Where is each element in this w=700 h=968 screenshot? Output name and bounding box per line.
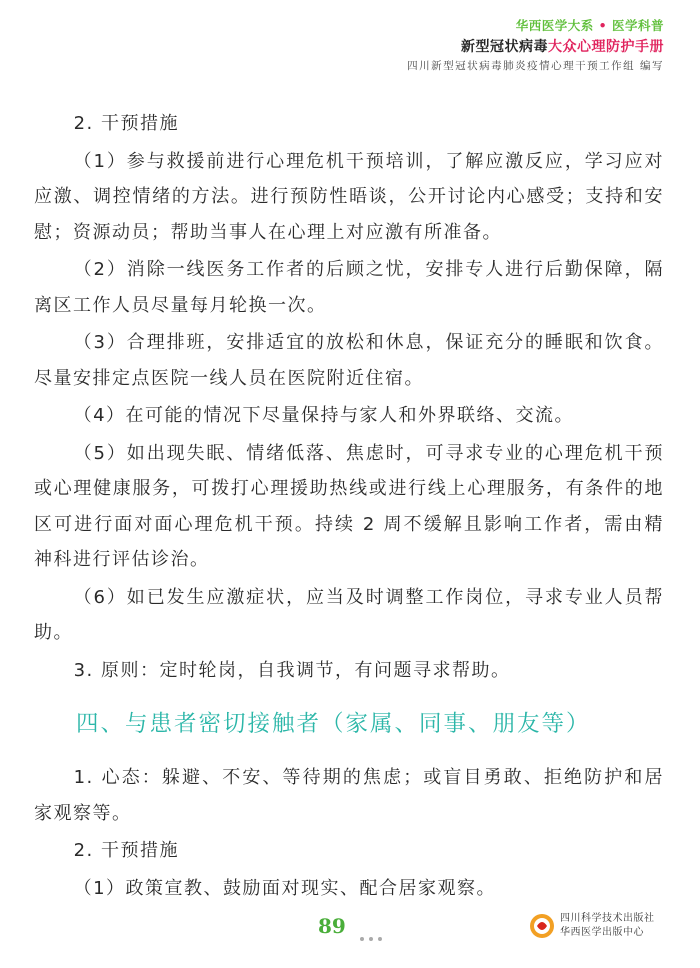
paragraph: （6）如已发生应激症状，应当及时调整工作岗位，寻求专业人员帮助。: [34, 586, 664, 643]
page-dots: [360, 926, 387, 945]
dot-icon: [378, 937, 382, 941]
series-separator: •: [598, 18, 608, 33]
editor-credit: 四川新型冠状病毒肺炎疫情心理干预工作组 编写: [407, 60, 664, 72]
paragraph: 3. 原则：定时轮岗，自我调节，有问题寻求帮助。: [73, 659, 511, 681]
book-title-part2: 大众心理防护手册: [548, 39, 664, 55]
publisher-logo-icon: [528, 912, 556, 940]
paragraph: （1）参与救援前进行心理危机干预培训，了解应激反应，学习应对应激、调控情绪的方法。进行预防性晤谈，公开讨论内心感受；支持和安慰；资源动员；帮助当事人在心理上对应激有所准备。: [34, 150, 664, 243]
page-content: [34, 106, 664, 908]
paragraph: （3）合理排班，安排适宜的放松和休息，保证充分的睡眠和饮食。尽量安排定点医院一线人员在医院附近住宿。: [34, 332, 664, 389]
paragraph: （1）政策宣教、鼓励面对现实、配合居家观察。: [73, 877, 497, 899]
dot-icon: [360, 937, 364, 941]
book-title: [461, 36, 664, 56]
paragraph: （4）在可能的情况下尽量保持与家人和外界联络、交流。: [73, 405, 575, 426]
paragraph: 2. 干预措施: [73, 113, 179, 134]
dot-icon: [369, 937, 373, 941]
page-footer: [0, 900, 700, 960]
series-category: 医学科普: [611, 18, 664, 33]
paragraph: 2. 干预措施: [73, 840, 179, 861]
paragraph: （5）如出现失眠、情绪低落、焦虑时，可寻求专业的心理危机干预或心理健康服务，可拨打心理援助热线或进行线上心理服务，有条件的地区可进行面对面心理危机干预。持续 2 周不缓解且影响工作者，需由精神科进行评估诊治。: [34, 442, 664, 570]
page-header: [0, 0, 700, 78]
paragraph: （2）消除一线医务工作者的后顾之忧，安排专人进行后勤保障，隔离区工作人员尽量每月轮换一次。: [34, 259, 664, 316]
series-name: 华西医学大系: [515, 18, 594, 33]
book-title-part1: 新型冠状病毒: [461, 39, 548, 55]
section-heading: 四、与患者密切接触者（家属、同事、朋友等）: [76, 711, 591, 737]
publisher-name: 四川科学技术出版社: [560, 913, 655, 924]
page-number: 89: [318, 914, 346, 938]
paragraph: 1. 心态：躲避、不安、等待期的焦虑；或盲目勇敢、拒绝防护和居家观察等。: [34, 767, 664, 824]
publisher-names: [560, 912, 655, 940]
publisher-center: 华西医学出版中心: [560, 927, 644, 938]
series-title: [516, 16, 664, 34]
